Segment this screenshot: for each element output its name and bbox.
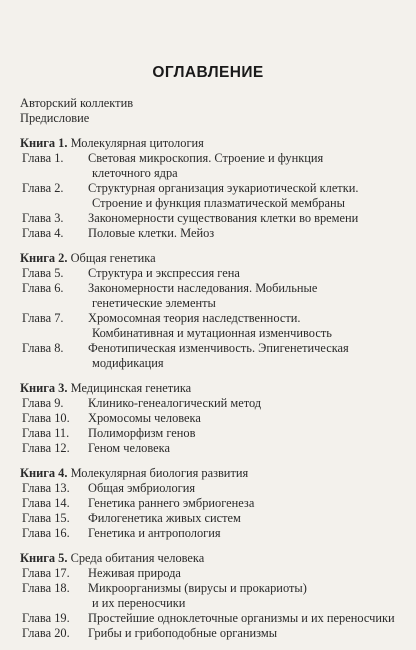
chapter-title: Закономерности существования клетки во времени (88, 211, 359, 225)
chapter-number: Глава 8. (22, 341, 64, 355)
chapter-number: Глава 15. (22, 511, 70, 525)
chapter-number: Глава 19. (22, 611, 70, 625)
chapter-title: Геном человека (88, 441, 170, 455)
chapter-number: Глава 17. (22, 566, 70, 580)
chapter-number: Глава 10. (22, 411, 70, 425)
chapter-title-continuation: Строение и функция плазматической мембраны (92, 196, 345, 210)
chapter-title: Половые клетки. Мейоз (88, 226, 215, 240)
chapter-title: Неживая природа (88, 566, 181, 580)
chapter-title: Хромосомы человека (88, 411, 201, 425)
book-label: Книга 4. (20, 466, 68, 480)
book-label: Книга 1. (20, 136, 68, 150)
chapter-number: Глава 14. (22, 496, 70, 510)
chapter-number: Глава 3. (22, 211, 64, 225)
chapter-number: Глава 11. (22, 426, 70, 440)
chapter-title: Полиморфизм генов (88, 426, 196, 440)
chapter-title: Хромосомная теория наследственности. (88, 311, 301, 325)
chapter-number: Глава 2. (22, 181, 64, 195)
chapter-title: Фенотипическая изменчивость. Эпигенетическая (88, 341, 349, 355)
book-title: Молекулярная биология развития (70, 466, 249, 480)
book-heading (20, 381, 416, 396)
front-item: Предисловие (20, 111, 90, 125)
chapter-title: Генетика раннего эмбриогенеза (88, 496, 255, 510)
chapter-title: Филогенетика живых систем (88, 511, 241, 525)
chapter-entry (20, 581, 416, 596)
book-section (20, 381, 416, 456)
chapter-title: Световая микроскопия. Строение и функция (88, 151, 324, 165)
book-heading (20, 136, 416, 151)
chapter-entry (20, 181, 416, 196)
chapter-entry (20, 151, 416, 166)
book-title: Молекулярная цитология (70, 136, 204, 150)
chapter-number: Глава 7. (22, 311, 64, 325)
chapter-entry (20, 311, 416, 326)
chapter-entry (20, 626, 416, 641)
chapter-title: Генетика и антропология (88, 526, 221, 540)
books-list (20, 136, 416, 641)
book-label: Книга 2. (20, 251, 68, 265)
chapter-entry (20, 281, 416, 296)
chapter-number: Глава 13. (22, 481, 70, 495)
chapter-title: Структура и экспрессия гена (88, 266, 240, 280)
chapter-title: Структурная организация эукариотической клетки. (88, 181, 359, 195)
chapter-title: Клинико-генеалогический метод (88, 396, 262, 410)
book-heading (20, 251, 416, 266)
chapter-title: Закономерности наследования. Мобильные (88, 281, 318, 295)
chapter-entry (20, 526, 416, 541)
chapter-number: Глава 20. (22, 626, 70, 640)
book-section (20, 466, 416, 541)
chapter-entry (20, 481, 416, 496)
book-section (20, 251, 416, 371)
front-item: Авторский коллектив (20, 96, 134, 110)
book-label: Книга 3. (20, 381, 68, 395)
chapter-title-continuation: генетические элементы (92, 296, 216, 310)
chapter-title-continuation: Комбинативная и мутационная изменчивость (92, 326, 332, 340)
chapter-entry (20, 396, 416, 411)
chapter-number: Глава 1. (22, 151, 64, 165)
chapter-number: Глава 9. (22, 396, 64, 410)
chapter-entry (20, 511, 416, 526)
chapter-title: Общая эмбриология (88, 481, 196, 495)
chapter-title-continuation: клеточного ядра (92, 166, 178, 180)
chapter-number: Глава 6. (22, 281, 64, 295)
front-matter (20, 96, 416, 126)
chapter-entry (20, 341, 416, 356)
book-title: Среда обитания человека (70, 551, 205, 565)
book-label: Книга 5. (20, 551, 68, 565)
chapter-title: Микроорганизмы (вирусы и прокариоты) (88, 581, 307, 595)
book-section (20, 136, 416, 241)
chapter-entry (20, 566, 416, 581)
chapter-title-continuation: и их переносчики (92, 596, 186, 610)
book-title: Общая генетика (70, 251, 156, 265)
chapter-number: Глава 16. (22, 526, 70, 540)
chapter-number: Глава 12. (22, 441, 70, 455)
chapter-entry (20, 266, 416, 281)
chapter-entry (20, 411, 416, 426)
chapter-entry (20, 211, 416, 226)
chapter-title: Грибы и грибоподобные организмы (88, 626, 278, 640)
book-section (20, 551, 416, 641)
chapter-entry (20, 226, 416, 241)
chapter-number: Глава 18. (22, 581, 70, 595)
chapter-entry (20, 441, 416, 456)
chapter-number: Глава 4. (22, 226, 64, 240)
chapter-entry (20, 496, 416, 511)
chapter-entry (20, 426, 416, 441)
page-title: ОГЛАВЛЕНИЕ (152, 64, 264, 81)
book-title: Медицинская генетика (70, 381, 192, 395)
chapter-entry (20, 611, 416, 626)
chapter-title-continuation: модификация (92, 356, 164, 370)
book-heading (20, 551, 416, 566)
chapter-title: Простейшие одноклеточные организмы и их переносчики (88, 611, 395, 625)
chapter-number: Глава 5. (22, 266, 64, 280)
book-heading (20, 466, 416, 481)
